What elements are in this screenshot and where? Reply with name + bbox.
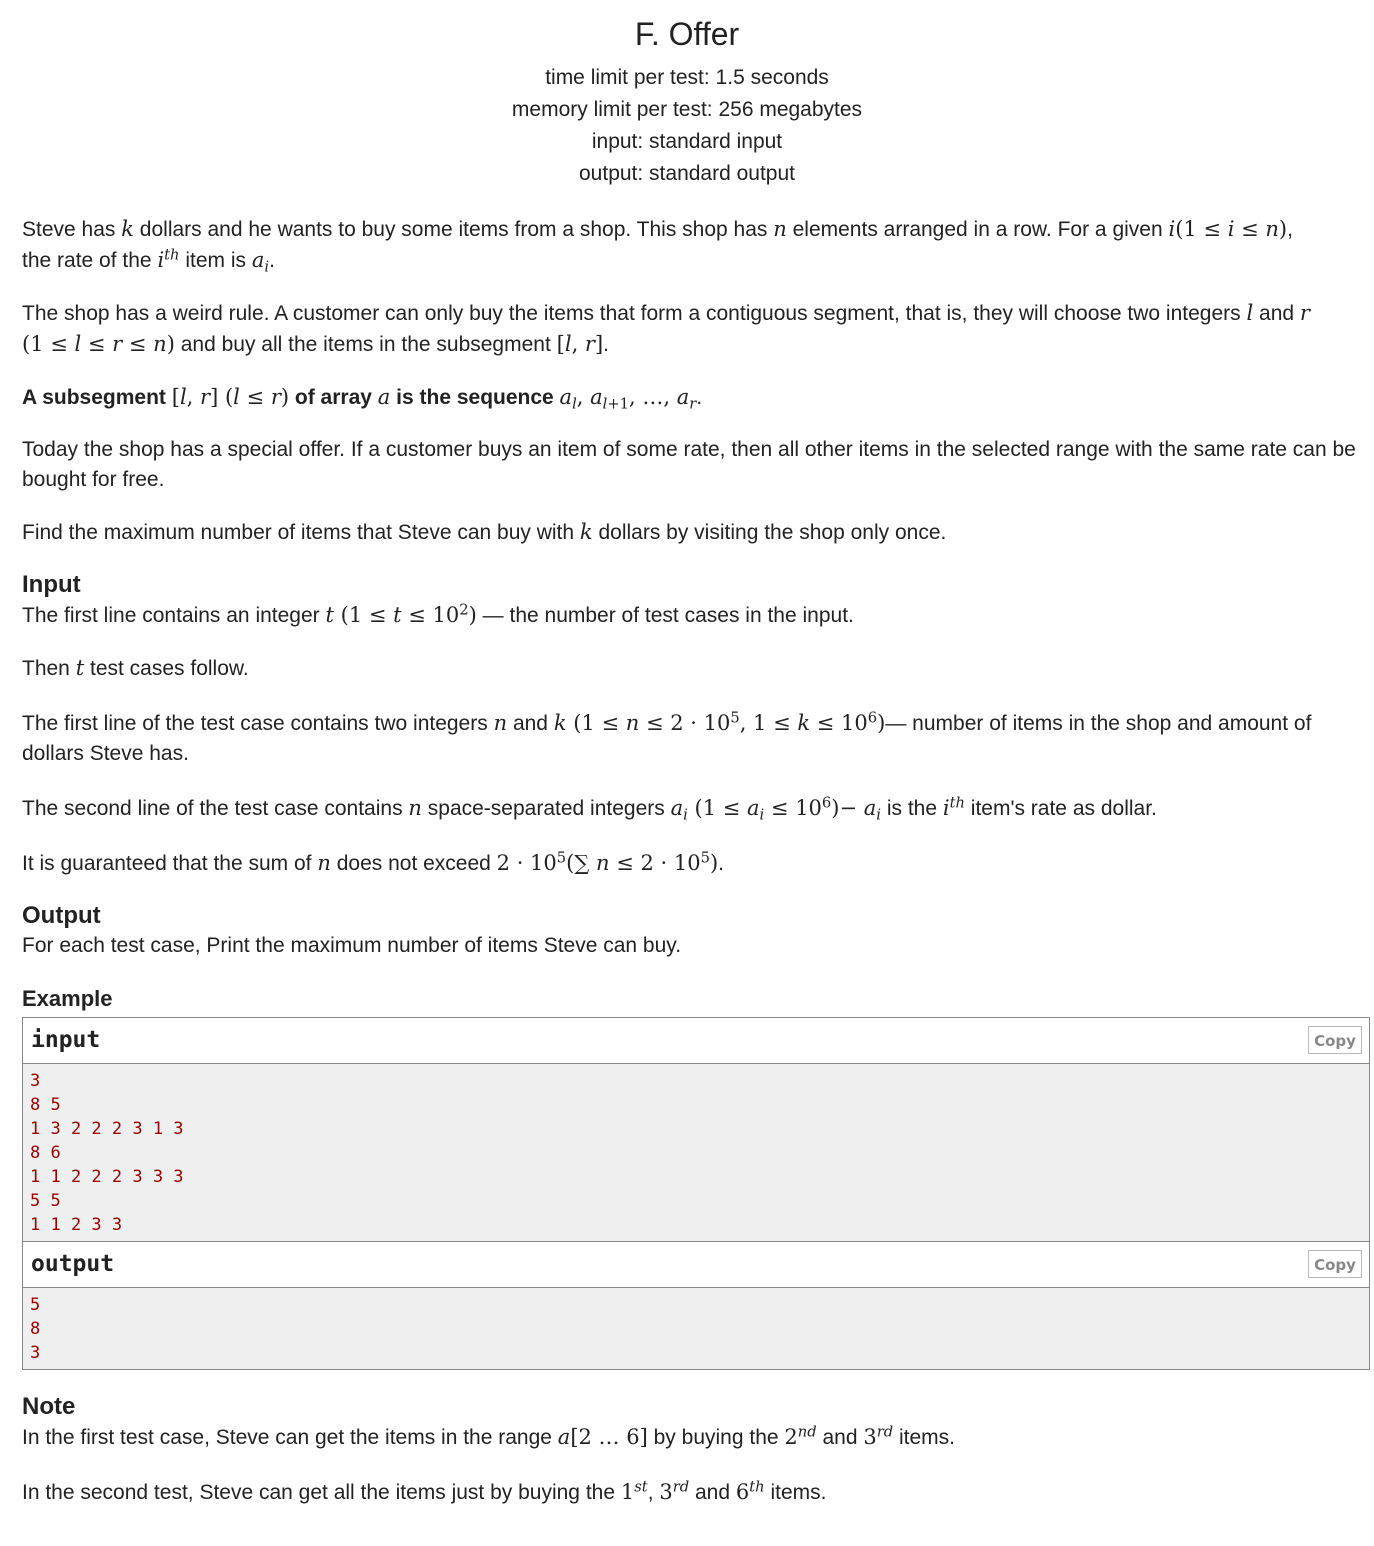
- input-line-5: It is guaranteed that the sum of n does not exceed $2 \cdot 10^5(\sum$ $n \le 2 \cdot 10^5$).: [22, 849, 724, 875]
- memory-limit: memory limit per test: 256 megabytes: [511, 98, 863, 121]
- note-line-1: In the first test case, Steve can get the items in the range a[2 … 6] by buying the 2nd and 3rd items.: [22, 1423, 956, 1449]
- sample-output-line: 8: [30, 1319, 41, 1339]
- copy-output-button[interactable]: Copy: [1308, 1250, 1362, 1278]
- sample-input-line: 8 6: [30, 1143, 61, 1163]
- output-text: For each test case, Print the maximum number of items Steve can buy.: [22, 934, 682, 957]
- sample-input-line: 5 5: [30, 1191, 61, 1211]
- sample-input-header: [23, 1018, 1369, 1064]
- statement-paragraph-1: Steve has k dollars and he wants to buy some items from a shop. This shop has n elements arranged in a row. For a given i(1 ≤ i ≤ n), the rate of the $i^{th}$ item is $a_i$.: [22, 217, 1293, 276]
- input-line-4: The second line of the test case contains n space-separated integers $a_i$ $(1 \le a_i \le 10^6)- a_i$ is the $i^{th}$ item's rate as dollar.: [22, 794, 1157, 824]
- sample-input-line: 1 1 2 3 3: [30, 1215, 123, 1235]
- copy-input-button[interactable]: Copy: [1308, 1026, 1362, 1054]
- sample-input-body[interactable]: [23, 1064, 1369, 1241]
- sample-input-line: 1 1 2 2 2 3 3 3: [30, 1167, 184, 1187]
- sample-input-line: 3: [30, 1071, 41, 1091]
- input-line-3: The first line of the test case contains two integers n and k ($1 \le n \le 2 \cdot 10^5$, $1 \le k \le 10^6)—$ number of items in the shop and amount of dollars Steve has.: [22, 709, 1312, 765]
- time-limit: time limit per test: 1.5 seconds: [545, 66, 829, 89]
- statement-paragraph-3: A subsegment [l, r] (l ≤ r) of array a is the sequence $a_l$, $a_{l+1}$, …, $a_r$.: [22, 385, 703, 413]
- problem-title: F. Offer: [634, 16, 740, 52]
- statement-paragraph-2: The shop has a weird rule. A customer can only buy the items that form a contiguous segment, that is, they will choose two integers l and r (1 ≤ l ≤ r ≤ n) and buy all the items in the subsegment [l, r].: [22, 301, 1310, 356]
- output-spec: output: standard output: [579, 162, 795, 185]
- statement-paragraph-4: Today the shop has a special offer. If a customer buys an item of some rate, then all other items in the selected range with the same rate can be bought for free.: [22, 438, 1356, 491]
- note-line-2: In the second test, Steve can get all the items just by buying the 1st, 3rd and 6th items.: [22, 1478, 827, 1504]
- input-line-2: Then t test cases follow.: [22, 656, 249, 680]
- sample-output-label: output: [31, 1251, 115, 1277]
- sample-input-label: input: [31, 1027, 101, 1053]
- sample-input-line: 8 5: [30, 1095, 61, 1115]
- problem-header: [0, 0, 1374, 190]
- sample-test: [22, 1017, 1370, 1370]
- input-line-1: The first line contains an integer t $(1 \le t \le 10^2)$ — the number of test cases in the input.: [22, 601, 854, 627]
- output-section-title: Output: [22, 902, 101, 929]
- sample-output-line: 5: [30, 1295, 41, 1315]
- sample-input-line: 1 3 2 2 2 3 1 3: [30, 1119, 184, 1139]
- example-title: Example: [22, 986, 113, 1011]
- input-section-title: Input: [22, 571, 81, 598]
- statement-paragraph-5: Find the maximum number of items that Steve can buy with k dollars by visiting the shop only once.: [22, 520, 947, 544]
- note-title: Note: [22, 1393, 76, 1420]
- sample-output-line: 3: [30, 1343, 41, 1363]
- sample-output-header: [23, 1242, 1369, 1288]
- problem-statement: [22, 214, 1367, 1508]
- sample-output-body[interactable]: [23, 1288, 1369, 1369]
- input-spec: input: standard input: [591, 130, 783, 153]
